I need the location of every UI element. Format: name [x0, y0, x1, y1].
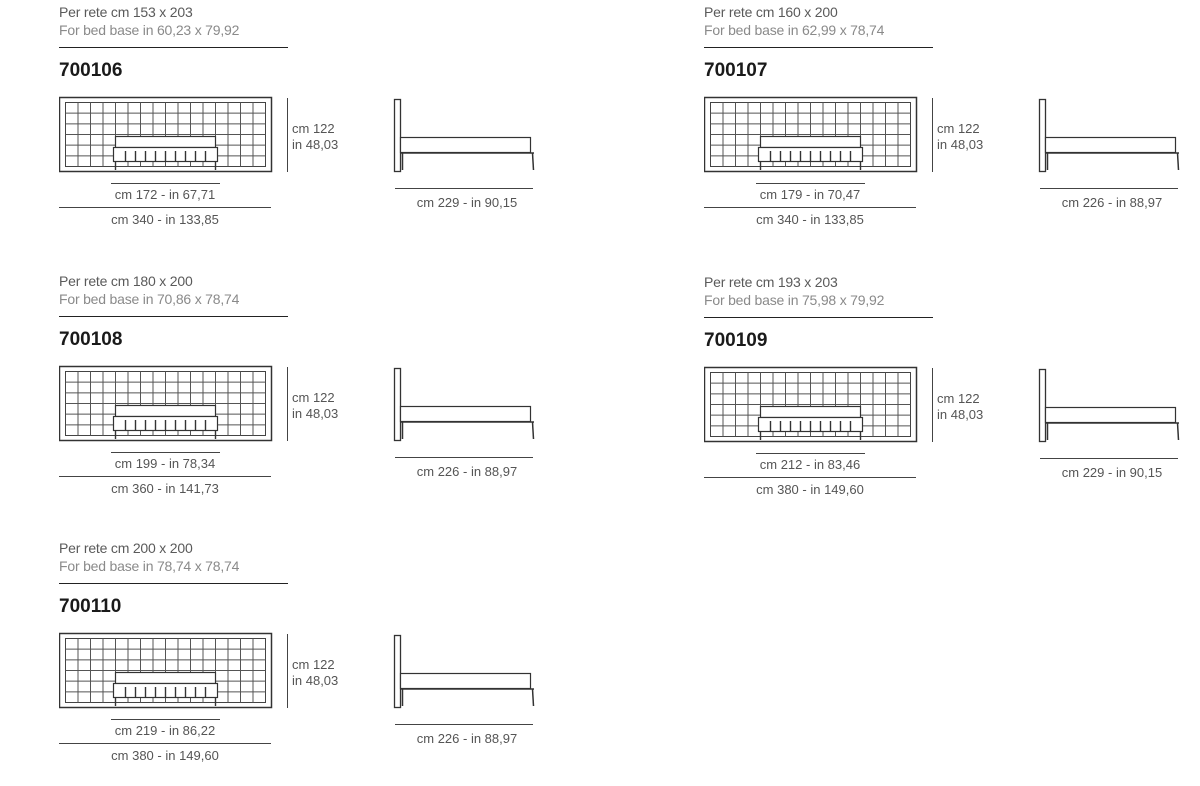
side-view-drawing [395, 636, 535, 725]
inner-width-dimension: cm 219 - in 86,22 [114, 723, 216, 738]
product-code: 700106 [59, 60, 123, 81]
divider [59, 316, 288, 317]
divider [704, 47, 933, 48]
product-code: 700108 [59, 329, 123, 350]
inner-width-dimension: cm 199 - in 78,34 [114, 456, 216, 471]
bed-spec-700108 [59, 269, 559, 519]
product-code: 700107 [704, 60, 768, 81]
rete-size-label: Per rete cm 200 x 200 [59, 540, 193, 556]
length-dimension: cm 229 - in 90,15 [1061, 465, 1163, 480]
total-width-dimension: cm 360 - in 141,73 [111, 481, 219, 496]
bed-base-size-label: For bed base in 70,86 x 78,74 [59, 291, 240, 307]
height-dimension-in: in 48,03 [292, 137, 339, 152]
height-dimension-in: in 48,03 [292, 406, 339, 421]
length-dimension: cm 226 - in 88,97 [416, 731, 518, 746]
total-width-dimension: cm 380 - in 149,60 [111, 748, 219, 763]
inner-width-dimension: cm 212 - in 83,46 [759, 457, 861, 472]
height-dimension: cm 122 [937, 391, 980, 406]
divider [704, 317, 933, 318]
bed-spec-700110 [59, 536, 559, 786]
bed-spec-700109 [704, 270, 1200, 520]
product-code: 700109 [704, 330, 768, 351]
divider [59, 583, 288, 584]
divider [59, 47, 288, 48]
bed-drawings [59, 628, 559, 768]
bed-spec-700107 [704, 0, 1200, 250]
side-view-drawing [395, 369, 535, 458]
bed-drawings [59, 361, 559, 501]
height-dimension: cm 122 [937, 121, 980, 136]
height-dimension-in: in 48,03 [292, 673, 339, 688]
side-view-drawing [1040, 100, 1180, 189]
bed-drawings [704, 362, 1200, 502]
bed-drawings [704, 92, 1200, 232]
bed-base-size-label: For bed base in 62,99 x 78,74 [704, 22, 885, 38]
product-code: 700110 [59, 596, 122, 617]
bed-base-size-label: For bed base in 75,98 x 79,92 [704, 292, 885, 308]
total-width-dimension: cm 340 - in 133,85 [756, 212, 864, 227]
rete-size-label: Per rete cm 193 x 203 [704, 274, 838, 290]
length-dimension: cm 226 - in 88,97 [1061, 195, 1163, 210]
height-dimension-in: in 48,03 [937, 137, 984, 152]
length-dimension: cm 229 - in 90,15 [416, 195, 518, 210]
total-width-dimension: cm 380 - in 149,60 [756, 482, 864, 497]
rete-size-label: Per rete cm 180 x 200 [59, 273, 193, 289]
length-dimension: cm 226 - in 88,97 [416, 464, 518, 479]
bed-spec-700106 [59, 0, 559, 250]
bed-base-size-label: For bed base in 78,74 x 78,74 [59, 558, 240, 574]
height-dimension-in: in 48,03 [937, 407, 984, 422]
bed-base-size-label: For bed base in 60,23 x 79,92 [59, 22, 240, 38]
rete-size-label: Per rete cm 153 x 203 [59, 4, 193, 20]
side-view-drawing [1040, 370, 1180, 459]
height-dimension: cm 122 [292, 657, 335, 672]
bed-drawings [59, 92, 559, 232]
inner-width-dimension: cm 179 - in 70,47 [759, 187, 861, 202]
side-view-drawing [395, 100, 535, 189]
height-dimension: cm 122 [292, 390, 335, 405]
height-dimension: cm 122 [292, 121, 335, 136]
inner-width-dimension: cm 172 - in 67,71 [114, 187, 216, 202]
total-width-dimension: cm 340 - in 133,85 [111, 212, 219, 227]
rete-size-label: Per rete cm 160 x 200 [704, 4, 838, 20]
